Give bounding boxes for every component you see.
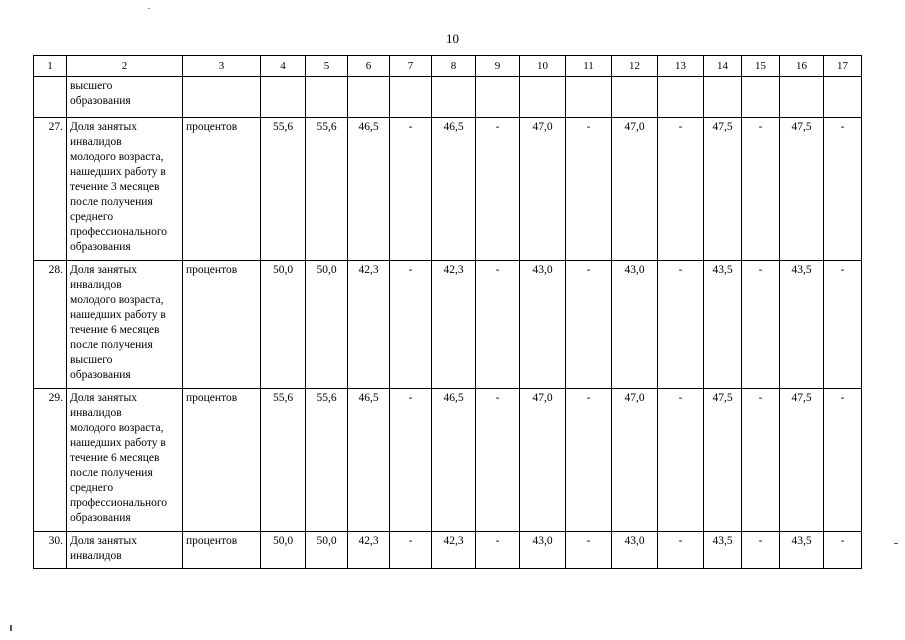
- value-cell-col-13: -: [658, 532, 704, 569]
- table-row: [34, 389, 862, 532]
- value-cell-col-11: -: [566, 389, 612, 532]
- value-cell-col-12: [612, 77, 658, 118]
- value-cell-col-10: 47,0: [520, 389, 566, 532]
- indicator-name: Доля занятых инвалидов: [67, 532, 183, 569]
- value-cell-col-8: [432, 77, 476, 118]
- value-cell-col-11: -: [566, 118, 612, 261]
- value-cell-col-17: -: [824, 532, 862, 569]
- value-cell-col-16: [780, 77, 824, 118]
- value-cell-col-17: [824, 77, 862, 118]
- column-header-1: 1: [34, 56, 67, 77]
- value-cell-col-12: 47,0: [612, 389, 658, 532]
- column-header-10: 10: [520, 56, 566, 77]
- value-cell-col-11: -: [566, 532, 612, 569]
- value-cell-col-8: 42,3: [432, 532, 476, 569]
- page-number: 10: [446, 31, 459, 46]
- column-header-11: 11: [566, 56, 612, 77]
- unit-of-measure: процентов: [183, 261, 261, 389]
- value-cell-col-6: 46,5: [348, 118, 390, 261]
- value-cell-col-8: 46,5: [432, 118, 476, 261]
- value-cell-col-9: -: [476, 389, 520, 532]
- unit-of-measure: процентов: [183, 532, 261, 569]
- value-cell-col-14: [704, 77, 742, 118]
- column-header-17: 17: [824, 56, 862, 77]
- value-cell-col-7: -: [390, 118, 432, 261]
- value-cell-col-10: 43,0: [520, 261, 566, 389]
- value-cell-col-6: 46,5: [348, 389, 390, 532]
- value-cell-col-9: -: [476, 261, 520, 389]
- column-header-9: 9: [476, 56, 520, 77]
- value-cell-col-16: 47,5: [780, 389, 824, 532]
- scan-speck: [10, 625, 12, 631]
- value-cell-col-4: 50,0: [261, 532, 306, 569]
- value-cell-col-9: -: [476, 532, 520, 569]
- value-cell-col-6: 42,3: [348, 532, 390, 569]
- value-cell-col-6: [348, 77, 390, 118]
- row-number: 27.: [34, 118, 67, 261]
- value-cell-col-16: 47,5: [780, 118, 824, 261]
- unit-of-measure: [183, 77, 261, 118]
- value-cell-col-17: -: [824, 118, 862, 261]
- column-header-13: 13: [658, 56, 704, 77]
- column-header-7: 7: [390, 56, 432, 77]
- value-cell-col-15: -: [742, 118, 780, 261]
- value-cell-col-14: 47,5: [704, 118, 742, 261]
- value-cell-col-17: -: [824, 389, 862, 532]
- value-cell-col-8: 42,3: [432, 261, 476, 389]
- value-cell-col-8: 46,5: [432, 389, 476, 532]
- column-header-4: 4: [261, 56, 306, 77]
- column-header-12: 12: [612, 56, 658, 77]
- table-row: [34, 77, 862, 118]
- indicator-name: Доля занятых инвалидов молодого возраста, нашедших работу в течение 6 месяцев после получения высшего образования: [67, 261, 183, 389]
- value-cell-col-4: 55,6: [261, 118, 306, 261]
- value-cell-col-13: -: [658, 261, 704, 389]
- column-header-3: 3: [183, 56, 261, 77]
- table-row: [34, 261, 862, 389]
- column-header-5: 5: [306, 56, 348, 77]
- row-number: [34, 77, 67, 118]
- value-cell-col-5: 50,0: [306, 261, 348, 389]
- value-cell-col-10: [520, 77, 566, 118]
- value-cell-col-11: -: [566, 261, 612, 389]
- value-cell-col-10: 43,0: [520, 532, 566, 569]
- unit-of-measure: процентов: [183, 389, 261, 532]
- column-header-16: 16: [780, 56, 824, 77]
- value-cell-col-7: -: [390, 261, 432, 389]
- value-cell-col-12: 47,0: [612, 118, 658, 261]
- unit-of-measure: процентов: [183, 118, 261, 261]
- value-cell-col-7: [390, 77, 432, 118]
- value-cell-col-4: [261, 77, 306, 118]
- value-cell-col-16: 43,5: [780, 261, 824, 389]
- value-cell-col-13: [658, 77, 704, 118]
- value-cell-col-14: 43,5: [704, 261, 742, 389]
- value-cell-col-7: -: [390, 532, 432, 569]
- value-cell-col-12: 43,0: [612, 532, 658, 569]
- indicators-table: [33, 55, 862, 569]
- value-cell-col-4: 55,6: [261, 389, 306, 532]
- indicator-name: высшего образования: [67, 77, 183, 118]
- column-header-6: 6: [348, 56, 390, 77]
- value-cell-col-15: -: [742, 532, 780, 569]
- value-cell-col-5: 55,6: [306, 118, 348, 261]
- column-header-15: 15: [742, 56, 780, 77]
- value-cell-col-15: -: [742, 389, 780, 532]
- value-cell-col-11: [566, 77, 612, 118]
- column-number-row: [34, 56, 862, 77]
- value-cell-col-14: 47,5: [704, 389, 742, 532]
- column-header-14: 14: [704, 56, 742, 77]
- value-cell-col-17: -: [824, 261, 862, 389]
- value-cell-col-5: [306, 77, 348, 118]
- value-cell-col-7: -: [390, 389, 432, 532]
- value-cell-col-15: -: [742, 261, 780, 389]
- row-number: 28.: [34, 261, 67, 389]
- value-cell-col-4: 50,0: [261, 261, 306, 389]
- value-cell-col-13: -: [658, 389, 704, 532]
- value-cell-col-5: 50,0: [306, 532, 348, 569]
- value-cell-col-13: -: [658, 118, 704, 261]
- value-cell-col-9: [476, 77, 520, 118]
- value-cell-col-15: [742, 77, 780, 118]
- scan-speck: [148, 8, 150, 9]
- row-number: 29.: [34, 389, 67, 532]
- table-row: [34, 118, 862, 261]
- value-cell-col-10: 47,0: [520, 118, 566, 261]
- indicator-name: Доля занятых инвалидов молодого возраста, нашедших работу в течение 3 месяцев после получения среднего профессионального образования: [67, 118, 183, 261]
- value-cell-col-16: 43,5: [780, 532, 824, 569]
- value-cell-col-9: -: [476, 118, 520, 261]
- value-cell-col-14: 43,5: [704, 532, 742, 569]
- column-header-2: 2: [67, 56, 183, 77]
- indicator-name: Доля занятых инвалидов молодого возраста, нашедших работу в течение 6 месяцев после получения среднего профессионального образования: [67, 389, 183, 532]
- value-cell-col-6: 42,3: [348, 261, 390, 389]
- column-header-8: 8: [432, 56, 476, 77]
- row-number: 30.: [34, 532, 67, 569]
- value-cell-col-5: 55,6: [306, 389, 348, 532]
- value-cell-col-12: 43,0: [612, 261, 658, 389]
- scan-speck: [894, 543, 898, 544]
- table-row: [34, 532, 862, 569]
